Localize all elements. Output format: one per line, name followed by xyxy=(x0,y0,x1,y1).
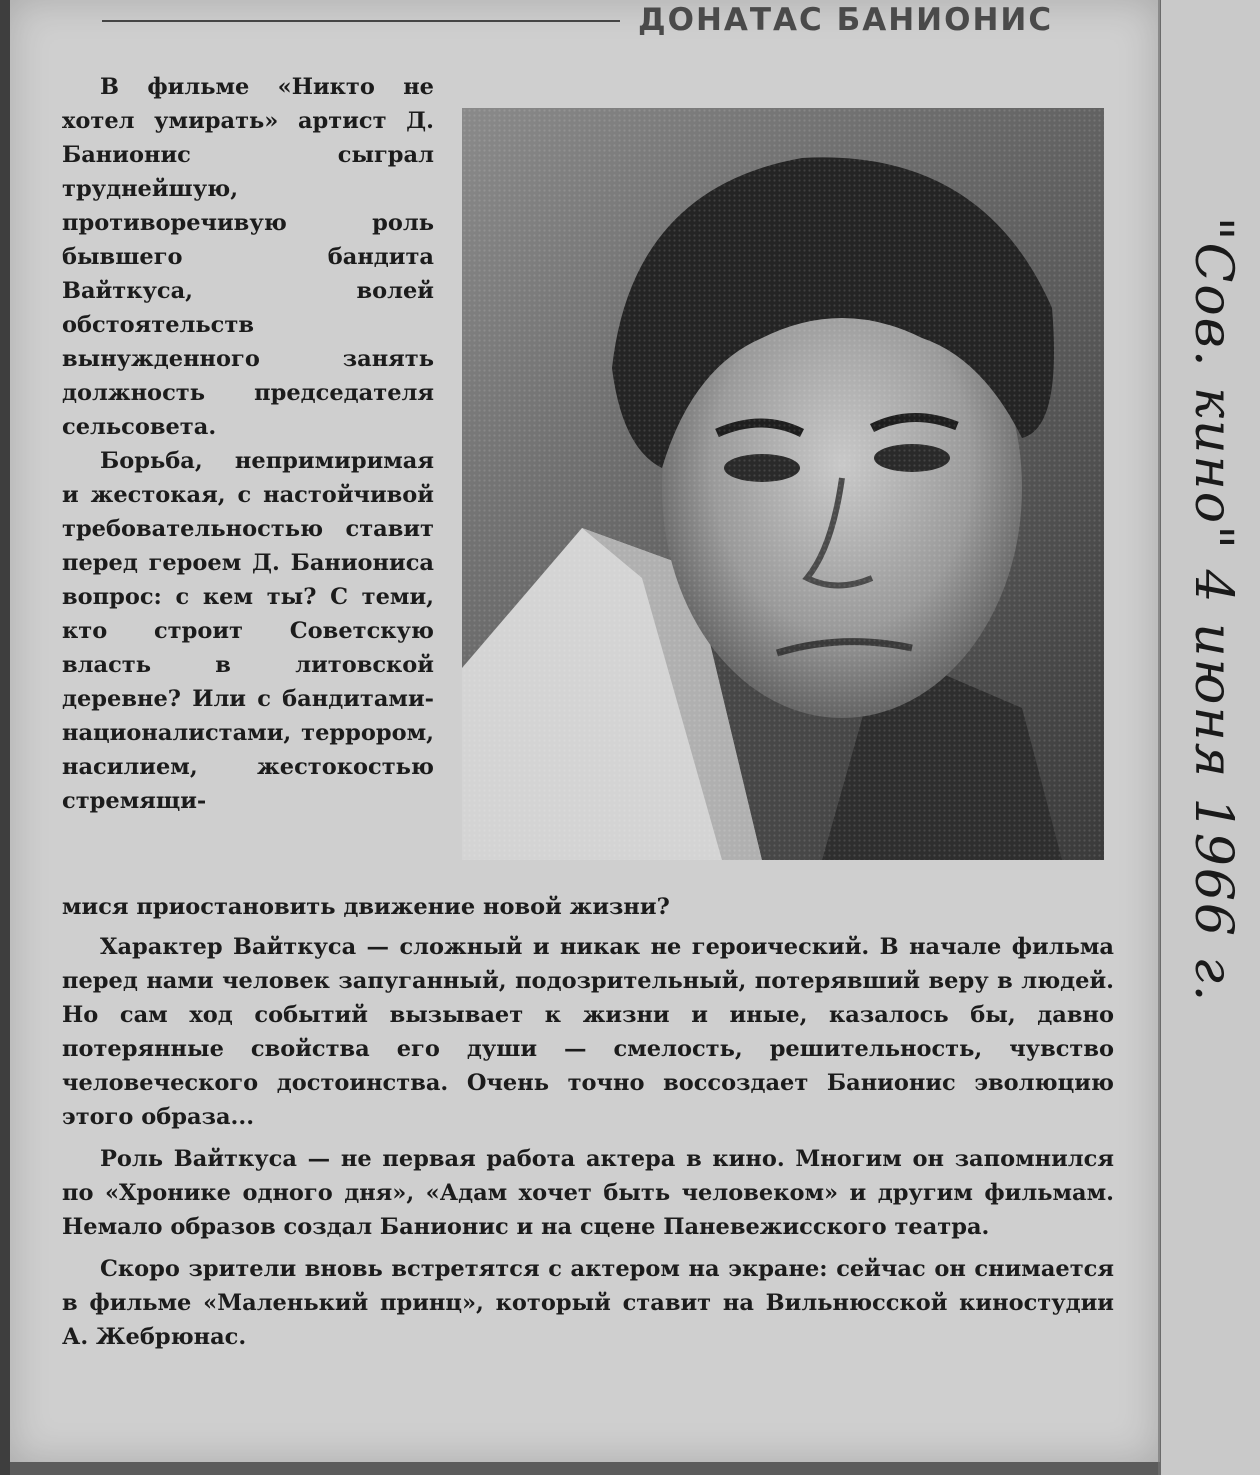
handwritten-note-text: "Сов. кино" 4 июня 1966 г. xyxy=(1183,216,1243,1004)
paragraph-5: Скоро зрители вновь встретятся с актером на экране: сейчас он снимается в фильме «Маленький принц», который ставит на Вильнюсской киностудии А. Жебрюнас. xyxy=(62,1256,1114,1350)
header-rule xyxy=(102,20,620,22)
actor-portrait-photo xyxy=(462,108,1104,860)
paragraph-2-end: мися приостановить движение новой жизни? xyxy=(62,894,670,920)
article-heading: ДОНАТАС БАНИОНИС xyxy=(638,2,1054,38)
paragraph-4: Роль Вайткуса — не первая работа актера в кино. Многим он запомнился по «Хронике одного дня», «Адам хочет быть человеком» и другим фильмам. Немало образов создал Банионис и на сцене Паневежисского театра. xyxy=(62,1146,1114,1240)
portrait-illustration xyxy=(462,108,1104,860)
album-page-edge xyxy=(0,0,10,1475)
handwritten-source-note xyxy=(1168,216,1258,1004)
newspaper-clipping xyxy=(10,0,1160,1462)
text-full-width xyxy=(62,890,1114,1354)
paragraph-3: Характер Вайткуса — сложный и никак не героический. В начале фильма перед нами человек запуганный, подозрительный, потерявший веру в людей. Но сам ход событий вызывает к жизни и иные, казалось бы, давно потерянные свойства его души — смелость, решительность, чувство человеческого достоинства. Очень точно воссоздает Банионис эволюцию этого образа... xyxy=(62,934,1114,1130)
paragraph-2: Борьба, непримиримая и жестокая, с настойчивой требовательностью ставит перед героем Д. Баниониса вопрос: с кем ты? С теми, кто строит Советскую власть в литовской деревне? Или с бандитами-националистами, террором, насилием, жестокостью стремящи- xyxy=(62,448,434,814)
text-column xyxy=(62,70,434,818)
paragraph-1: В фильме «Никто не хотел умирать» артист Д. Банионис сыграл труднейшую, противоречивую роль бывшего бандита Вайткуса, волей обстоятельств вынужденного занять должность председателя сельсовета. xyxy=(62,74,434,440)
